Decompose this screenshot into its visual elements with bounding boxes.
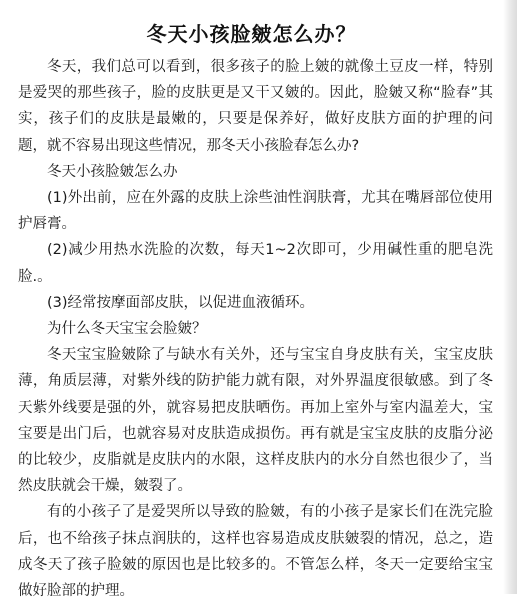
section-heading-causes: 为什么冬天宝宝会脸皴？ (47, 321, 207, 338)
section-heading-remedies: 冬天小孩脸皴怎么办 (47, 163, 178, 180)
causes-paragraph: 冬天宝宝脸皴除了与缺水有关外，还与宝宝自身皮肤有关，宝宝皮肤薄，角质层薄，对紫外线的防护能力就有限，对外界温度很敏感。到了冬天紫外线要是强的外，就容易把皮肤晒伤。再加上室外与室内温差大，宝宝要是出门后，也就容易对皮肤造成损伤。再有就是宝宝皮肤的皮脂分泌的比较少，皮脂就是皮肤内的水限，这样皮肤内的水分自然也很少了，当然皮肤就会干燥，皴裂了。 (18, 347, 493, 495)
article-body (0, 48, 503, 604)
page-edge-shadow (503, 0, 517, 594)
remedy-item-2: (2)减少用热水洗脸的次数，每天1~2次即可，少用碱性重的肥皂洗脸.。 (18, 242, 493, 285)
remedy-item-1: (1)外出前，应在外露的皮肤上涂些油性润肤膏，尤其在嘴唇部位使用护唇膏。 (18, 190, 493, 233)
article-title: 冬天小孩脸皴怎么办？ (146, 22, 357, 46)
remedy-item-3: (3)经常按摩面部皮肤，以促进血液循环。 (47, 294, 315, 311)
conclusion-paragraph: 有的小孩子了是爱哭所以导致的脸皴，有的小孩子是家长们在洗完脸后，也不给孩子抹点润肤的，这样也容易造成皮肤皴裂的情况，总之，造成冬天了孩子脸皴的原因也是比较多的。不管怎么样，冬天一定要给宝宝做好脸部的护理。 (18, 504, 493, 600)
intro-paragraph: 冬天，我们总可以看到，很多孩子的脸上皴的就像土豆皮一样，特别是爱哭的那些孩子，脸的皮肤更是又干又皴的。因此，脸皴又称“脸春”其实，孩子们的皮肤是最嫩的，只要是保养好，做好皮肤方面的护理的问题，就不容易出现这些情况，那冬天小孩脸春怎么办? (18, 59, 493, 154)
